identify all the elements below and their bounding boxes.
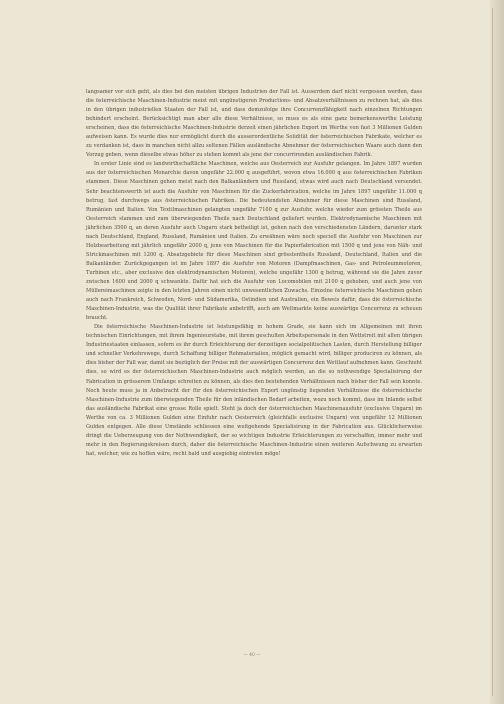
paragraph-continuation: langsamer vor sich geht, als dies bei den meisten übrigen Industrien der Fall ist. Ausserdem darf nicht vergessen werden, dass die österreichische Maschinen-Industrie meist mit ungünstigeren Productions- und Absatzverhältnissen zu rechnen hat, als dies in den übrigen industriellen Staaten der Fall ist, und dass demzufolge ihre Concurrenzfähigkeit nach einzelnen Richtungen behindert erscheint. Berücksichtigt man aber alle diese Verhältnisse, so muss es als eine ganz bemerkenswerthe Leistung erscheinen, dass die österreichische Maschinen-Industrie derzeit einen jährlichen Export im Werthe von fast 3 Millionen Gulden aufweisen kann. Es wurde dies nur ermöglicht durch die ausserordentliche Solidität der österreichischen Fabrikate, welcher es zu verdanken ist, dass in manchen nicht allzu seltenen Fällen ausländische Abnehmer der österreichischen Waare auch dann den Vorzug geben, wenn dieselbe etwas höher zu stehen kommt als jene der concurrirenden ausländischen Fabrik.: [86, 89, 422, 159]
page-fore-edge-line: [492, 8, 501, 696]
page-number: — 40 —: [243, 653, 261, 658]
body-text: [86, 88, 422, 459]
paragraph-export-machines: In erster Linie sind es landwirthschaftliche Maschinen, welche aus Oesterreich zur Ausfuhr gelangen. Im Jahre 1897 wurden aus der österreichischen Monarchie davon ungefähr 22.000 q ausgeführt, wovon etwa 16.000 q aus österreichischen Fabriken stammen. Diese Maschinen gehen meist nach den Balkanländern und Russland, etwas wird auch nach Deutschland versendet. Sehr beachtenswerth ist auch die Ausfuhr von Maschinen für die Zuckerfabrication, welche im Jahre 1897 ungefähr 11.000 q betrug, fast durchwegs aus österreichischen Fabriken. Die bedeutendsten Abnehmer für diese Maschinen sind Russland, Rumänien und Italien. Von Textilmaschinen gelangten ungefähr 7100 q zur Ausfuhr, welche wieder zum grössten Theile aus Oesterreich stammen und zum überwiegenden Theile nach Deutschland geliefert wurden. Elektrodynamische Maschinen mit jährlichen 3500 q, an deren Ausfuhr auch Ungarn stark betheiligt ist, gehen nach den verschiedensten Ländern, darunter stark nach Deutschland, England, Russland, Rumänien und Italien. Zu erwähnen wäre noch speciell die Ausfuhr von Maschinen zur Holzbearbeitung mit jährlich ungefähr 2000 q, jene von Maschinen für die Papierfabrication mit 1500 q und jene von Näh- und Strickmaschinen mit 1200 q. Absatzgebiete für diese Maschinen sind grösstentheils Russland, Deutschland, Italien und die Balkanländer. Zurückgegangen ist im Jahre 1897 die Ausfuhr von Motoren (Dampfmaschinen, Gas- und Petroleummotoren, Turbinen etc., aber exclusive den elektrodynamischen Motoren), welche ungefähr 1300 q betrug, während sie die Jahre zuvor zwischen 1600 und 2000 q schwankte. Dafür hat sich die Ausfuhr von Locomobilen mit 2100 q gehoben, und auch jene von Müllereimaschinen zeigte in den letzten Jahren einen nicht unwesentlichen Zuwachs. Einzelne österreichische Maschinen gehen auch nach Frankreich, Schweden, Nord- und Südamerika, Ostindien und Australien, ein Beweis dafür, dass die österreichische Maschinen-Industrie, was die Qualität ihrer Fabrikate anbetrifft, auch am Weltmarkte keine auswärtige Concurrenz zu scheuen braucht.: [86, 161, 422, 322]
paragraph-industry-outlook: Die österreichische Maschinen-Industrie ist leistungsfähig in hohem Grade, sie kann sich im Allgemeinen mit ihren technischen Einrichtungen, mit ihrem Ingenieurstabe, mit ihrem geschulten Arbeitspersonale in den Wettstreit mit allen übrigen Industriestaaten einlassen, sofern es ihr durch Erleichterung der derzeitigen socialpolitischen Lasten, durch Herstellung billiger und schneller Verkehrswege, durch Schaffung billiger Rohmaterialien, möglich gemacht wird, billiger produciren zu können, als dies bisher der Fall war, damit sie bezüglich der Preise mit der auswärtigen Concurrenz den Wettlauf aufnehmen kann. Geschieht dies, so wird es der österreichischen Maschinen-Industrie auch möglich werden, an die so nothwendige Specialisirung der Fabrication in grösserem Umfange schreiten zu können, als dies den bestehenden Verhältnissen nach bisher der Fall sein konnte. Noch heute muss ja in Anbetracht der für den österreichischen Export ungünstig liegenden Verhältnisse die österreichische Maschinen-Industrie zum überwiegenden Theile für den inländischen Bedarf arbeiten, wozu noch kommt, dass im Inlande selbst das ausländische Fabrikat eine grosse Rolle spielt. Steht ja doch der österreichischen Maschinenausfuhr (exclusive Ungarn) im Werthe von ca. 3 Millionen Gulden eine Einfuhr nach Oesterreich (gleichfalls exclusive Ungarn) von ungefähr 12 Millionen Gulden entgegen. Alle diese Umstände schliessen eine weitgehende Specialisirung in der Fabrication aus. Glücklicherweise dringt die Ueberzeugung von der Nothwendigkeit, der so wichtigen Industrie Erleichterungen zu verschaffen, immer mehr und mehr in den Regierungskreisen durch, daher die österreichische Maschinen-Industrie einen weiteren Aufschwung zu erwarten hat, welcher, wie zu hoffen wäre, recht bald und ausgiebig eintreten möge!: [86, 324, 422, 457]
